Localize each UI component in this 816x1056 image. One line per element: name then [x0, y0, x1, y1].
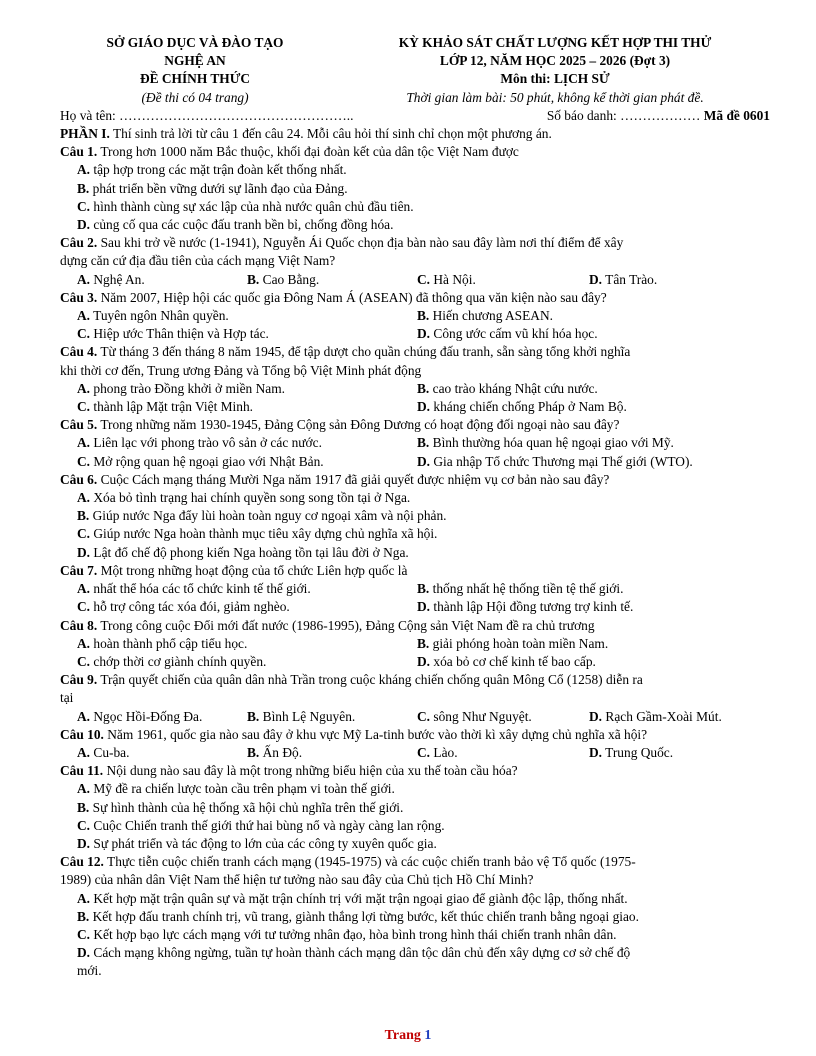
option-letter: A.: [77, 435, 91, 451]
answer-option: [77, 525, 770, 543]
answer-option: [77, 799, 770, 817]
option-row: [77, 744, 770, 762]
answer-option: [417, 398, 627, 416]
answer-option: [417, 580, 623, 598]
question: [60, 671, 770, 726]
answer-options: [60, 161, 770, 234]
part-label: PHẦN I.: [60, 126, 110, 142]
option-letter: D.: [77, 544, 91, 560]
option-text: Trung Quốc.: [605, 744, 674, 760]
question-stem: [60, 289, 770, 307]
question-list: [60, 143, 770, 980]
option-text: sông Như Nguyệt.: [433, 708, 532, 724]
option-letter: C.: [77, 926, 91, 942]
answer-option: [77, 926, 770, 944]
option-row: [77, 635, 770, 653]
option-text: Sự phát triển và tác động to lớn của các công ty xuyên quốc gia.: [93, 835, 437, 851]
page-footer: [0, 1027, 816, 1045]
option-text: tập hợp trong các mặt trận đoàn kết thống nhất.: [93, 162, 347, 178]
answer-option: [77, 890, 770, 908]
question-number: Câu 10.: [60, 726, 104, 742]
question-line: [60, 416, 770, 434]
answer-option: [77, 434, 417, 452]
question: [60, 143, 770, 234]
time-allowed: Thời gian làm bài: 50 phút, không kể thời gian phát đề.: [406, 89, 704, 105]
answer-option: [417, 325, 598, 343]
answer-options: [60, 580, 770, 616]
option-text: Xóa bỏ tình trạng hai chính quyền song song tồn tại ở Nga.: [93, 490, 411, 506]
answer-option: [417, 453, 693, 471]
option-text: Cu-ba.: [93, 744, 130, 760]
question-line: [60, 562, 770, 580]
page-count-note: (Đề thi có 04 trang): [141, 89, 249, 105]
option-text: Lào.: [433, 744, 458, 760]
question-text: Cuộc Cách mạng tháng Mười Nga năm 1917 đã giải quyết được nhiệm vụ cơ bản nào sau đây?: [97, 471, 610, 487]
answer-option: [77, 580, 417, 598]
answer-option: [589, 708, 722, 726]
question-text: Năm 2007, Hiệp hội các quốc gia Đông Nam Á (ASEAN) đã thông qua văn kiện nào sau đây?: [97, 289, 607, 305]
answer-option: [77, 817, 770, 835]
option-text: phát triển bền vững dưới sự lãnh đạo của Đảng.: [92, 180, 348, 196]
option-text: Tân Trào.: [605, 271, 658, 287]
answer-option: [417, 598, 633, 616]
question-number: Câu 12.: [60, 854, 104, 870]
answer-option: [77, 908, 770, 926]
answer-option: [77, 635, 417, 653]
option-row: [77, 708, 770, 726]
part-text: Thí sinh trả lời từ câu 1 đến câu 24. Mỗi câu hỏi thí sinh chỉ chọn một phương án.: [109, 126, 552, 142]
option-row: [77, 307, 770, 325]
option-row: [77, 325, 770, 343]
question-stem: [60, 143, 770, 161]
answer-option: [77, 161, 770, 179]
answer-option: [77, 744, 247, 762]
option-text: kháng chiến chống Pháp ở Nam Bộ.: [433, 399, 627, 415]
answer-option: [77, 380, 417, 398]
question-stem: [60, 853, 770, 889]
question-line: [60, 762, 770, 780]
question-stem: [60, 562, 770, 580]
question-line: tại: [60, 690, 74, 706]
option-letter: C.: [77, 453, 91, 469]
answer-option: [589, 744, 673, 762]
answer-option: [77, 598, 417, 616]
answer-options: [60, 780, 770, 853]
answer-option: [417, 635, 608, 653]
option-text: Cách mạng không ngừng, tuần tự hoàn thành cách mạng dân tộc dân chủ đến xây dựng cơ sở chế độ: [93, 945, 631, 961]
answer-option: [417, 307, 553, 325]
option-row: [77, 380, 770, 398]
question-line: [60, 671, 770, 689]
option-letter: C.: [77, 526, 91, 542]
answer-option: [417, 708, 589, 726]
answer-options: [60, 489, 770, 562]
option-letter: A.: [77, 635, 91, 651]
question-number: Câu 9.: [60, 672, 98, 688]
question-number: Câu 11.: [60, 763, 104, 779]
question-number: Câu 7.: [60, 562, 98, 578]
option-text: Rạch Gầm-Xoài Mút.: [605, 708, 722, 724]
question-line: [60, 234, 770, 252]
question-text: Năm 1961, quốc gia nào sau đây ở khu vực Mỹ La-tinh bước vào thời kì xây dựng chủ nghĩa xã hội?: [103, 726, 648, 742]
option-letter: D.: [77, 217, 91, 233]
header-left: [60, 34, 330, 107]
question-text: Trận quyết chiến của quân dân nhà Trần trong cuộc kháng chiến chống quân Mông Cổ (1258) diễn ra: [97, 672, 643, 688]
option-letter: B.: [417, 635, 430, 651]
option-text: giải phóng hoàn toàn miền Nam.: [432, 635, 609, 651]
answer-option: [77, 453, 417, 471]
option-letter: B.: [77, 508, 90, 524]
option-text: xóa bỏ cơ chế kinh tế bao cấp.: [433, 653, 596, 669]
option-row: [77, 434, 770, 452]
option-letter: C.: [77, 599, 91, 615]
option-text: hỗ trợ công tác xóa đói, giảm nghèo.: [93, 599, 290, 615]
question-text: Trong hơn 1000 năm Bắc thuộc, khối đại đoàn kết của dân tộc Việt Nam được: [97, 144, 519, 160]
option-letter: A.: [77, 162, 91, 178]
question-line: 1989) của nhân dân Việt Nam thể hiện tư tưởng nào sau đây của Chủ tịch Hồ Chí Minh?: [60, 872, 534, 888]
question-text: Thực tiễn cuộc chiến tranh cách mạng (1945-1975) và các cuộc chiến tranh bảo vệ Tổ quốc (1975-: [103, 854, 636, 870]
part-instructions: [60, 125, 770, 143]
option-text: Gia nhập Tổ chức Thương mại Thế giới (WTO).: [433, 453, 693, 469]
question: [60, 726, 770, 762]
option-text: thống nhất hệ thống tiền tệ thế giới.: [432, 581, 624, 597]
answer-option: [77, 708, 247, 726]
answer-options: [60, 890, 770, 981]
option-text: Nghệ An.: [93, 271, 145, 287]
answer-option: [77, 216, 770, 234]
option-text: Ấn Độ.: [262, 744, 303, 760]
answer-option: [77, 489, 770, 507]
answer-options: [60, 307, 770, 343]
question: [60, 562, 770, 617]
option-letter: D.: [77, 835, 91, 851]
question-text: Nội dung nào sau đây là một trong những biểu hiện của xu thế toàn cầu hóa?: [103, 763, 518, 779]
question-number: Câu 1.: [60, 144, 98, 160]
option-letter: B.: [417, 308, 430, 324]
answer-option: [77, 398, 417, 416]
option-letter: D.: [589, 708, 603, 724]
exam-title: KỲ KHẢO SÁT CHẤT LƯỢNG KẾT HỢP THI THỬ: [398, 35, 712, 50]
option-letter: C.: [77, 326, 91, 342]
option-text: Hiệp ước Thân thiện và Hợp tác.: [93, 326, 269, 342]
question-text: Sau khi trở về nước (1-1941), Nguyễn Ái Quốc chọn địa bàn nào sau đây làm nơi thí điểm để xây: [97, 235, 624, 251]
option-letter: A.: [77, 744, 91, 760]
answer-option: [77, 507, 770, 525]
option-text: cao trào kháng Nhật cứu nước.: [432, 380, 598, 396]
option-row: [77, 653, 770, 671]
answer-options: [60, 380, 770, 416]
answer-options: [60, 708, 770, 726]
question-line: [60, 289, 770, 307]
question: [60, 617, 770, 672]
header-right: [340, 34, 770, 107]
subject: Môn thi: LỊCH SỬ: [500, 71, 610, 87]
option-letter: B.: [417, 435, 430, 451]
candidate-name-field: Họ và tên: ……………………………………………..: [60, 107, 354, 123]
option-text: Giúp nước Nga hoàn thành mục tiêu xây dựng chủ nghĩa xã hội.: [93, 526, 438, 542]
question: [60, 471, 770, 562]
exam-header: [60, 34, 770, 107]
question: [60, 234, 770, 289]
option-letter: A.: [77, 308, 91, 324]
option-letter: A.: [77, 581, 91, 597]
option-text: Hiến chương ASEAN.: [432, 308, 553, 324]
question-stem: [60, 762, 770, 780]
option-text: Liên lạc với phong trào vô sản ở các nước.: [93, 435, 322, 451]
option-text: Hà Nội.: [433, 271, 476, 287]
answer-option: [77, 325, 417, 343]
option-letter: C.: [77, 653, 91, 669]
question-stem: [60, 343, 770, 379]
option-letter: A.: [77, 781, 91, 797]
question-number: Câu 4.: [60, 344, 98, 360]
option-text: Kết hợp bạo lực cách mạng với tư tưởng nhân đạo, hòa bình trong hình thái chiến tranh nhân dân.: [93, 926, 617, 942]
question: [60, 853, 770, 980]
answer-option: [247, 271, 417, 289]
answer-option: [77, 835, 770, 853]
option-letter: B.: [77, 799, 90, 815]
answer-option: [77, 180, 770, 198]
option-text: Cao Bằng.: [262, 271, 320, 287]
question-stem: [60, 671, 770, 707]
exam-code: Mã đề 0601: [703, 107, 770, 123]
option-text: thành lập Mặt trận Việt Minh.: [93, 399, 253, 415]
option-text: Mở rộng quan hệ ngoại giao với Nhật Bản.: [93, 453, 324, 469]
option-row: [77, 598, 770, 616]
option-text: Sự hình thành của hệ thống xã hội chủ nghĩa trên thế giới.: [92, 799, 404, 815]
option-letter: B.: [247, 744, 260, 760]
option-text: phong trào Đồng khởi ở miền Nam.: [93, 380, 285, 396]
answer-option: [417, 434, 674, 452]
official-exam-label: ĐỀ CHÍNH THỨC: [139, 71, 251, 87]
question-number: Câu 2.: [60, 235, 98, 251]
province-name: NGHỆ AN: [164, 53, 226, 69]
option-letter: D.: [417, 326, 431, 342]
option-text: Cuộc Chiến tranh thế giới thứ hai bùng nổ và ngày càng lan rộng.: [93, 817, 445, 833]
answer-options: [60, 271, 770, 289]
answer-option: [77, 944, 770, 980]
answer-option: [247, 744, 417, 762]
question-number: Câu 5.: [60, 417, 98, 433]
question: [60, 762, 770, 853]
option-letter: B.: [417, 380, 430, 396]
question: [60, 416, 770, 471]
option-letter: D.: [589, 744, 603, 760]
question: [60, 289, 770, 344]
answer-option: [77, 198, 770, 216]
option-letter: C.: [417, 271, 431, 287]
option-text: hình thành cùng sự xác lập của nhà nước quân chủ đầu tiên.: [93, 198, 414, 214]
option-letter: D.: [417, 653, 431, 669]
answer-options: [60, 744, 770, 762]
option-text-continued: mới.: [77, 963, 102, 979]
option-letter: B.: [77, 908, 90, 924]
option-letter: C.: [417, 708, 431, 724]
question-line: [60, 726, 770, 744]
option-text: thành lập Hội đồng tương trợ kinh tế.: [433, 599, 634, 615]
candidate-id-field: Số báo danh: ………………: [546, 107, 701, 123]
option-text: củng cố qua các cuộc đấu tranh bền bỉ, chống đồng hóa.: [93, 217, 394, 233]
answer-option: [417, 380, 598, 398]
answer-option: [77, 544, 770, 562]
option-letter: C.: [77, 817, 91, 833]
option-text: Giúp nước Nga đẩy lùi hoàn toàn nguy cơ ngoại xâm và nội phản.: [92, 508, 447, 524]
option-row: [77, 580, 770, 598]
option-row: [77, 398, 770, 416]
question-line: [60, 471, 770, 489]
option-letter: D.: [417, 399, 431, 415]
question-number: Câu 6.: [60, 471, 98, 487]
question-line: khi thời cơ đến, Trung ương Đảng và Tổng bộ Việt Minh phát động: [60, 362, 422, 378]
option-text: Công ước cấm vũ khí hóa học.: [433, 326, 598, 342]
option-letter: B.: [417, 581, 430, 597]
question-stem: [60, 471, 770, 489]
answer-option: [77, 653, 417, 671]
question-line: [60, 143, 770, 161]
answer-option: [77, 780, 770, 798]
question: [60, 343, 770, 416]
option-text: nhất thể hóa các tổ chức kinh tế thế giới.: [93, 581, 311, 597]
question-stem: [60, 726, 770, 744]
option-text: Mỹ đề ra chiến lược toàn cầu trên phạm vi toàn thế giới.: [93, 781, 395, 797]
answer-options: [60, 434, 770, 470]
page-number: 1: [424, 1028, 432, 1043]
option-letter: D.: [77, 945, 91, 961]
option-letter: A.: [77, 708, 91, 724]
answer-options: [60, 635, 770, 671]
option-text: chớp thời cơ giành chính quyền.: [93, 653, 267, 669]
option-row: [77, 271, 770, 289]
question-stem: [60, 416, 770, 434]
page-label: Trang: [384, 1028, 421, 1043]
option-row: [77, 453, 770, 471]
grade-year: LỚP 12, NĂM HỌC 2025 – 2026 (Đợt 3): [439, 53, 671, 69]
answer-option: [77, 307, 417, 325]
question-number: Câu 8.: [60, 617, 98, 633]
option-text: Bình thường hóa quan hệ ngoại giao với Mỹ.: [432, 435, 674, 451]
option-letter: C.: [417, 744, 431, 760]
option-letter: D.: [417, 599, 431, 615]
option-text: Tuyên ngôn Nhân quyền.: [93, 308, 229, 324]
question-text: Một trong những hoạt động của tổ chức Liên hợp quốc là: [97, 562, 408, 578]
option-text: hoàn thành phổ cập tiểu học.: [93, 635, 248, 651]
option-letter: A.: [77, 271, 91, 287]
question-line: [60, 853, 770, 871]
option-letter: B.: [77, 180, 90, 196]
candidate-info: [60, 107, 770, 125]
exam-page: [60, 34, 770, 981]
option-text: Kết hợp mặt trận quân sự và mặt trận chính trị với mặt trận ngoại giao để giành độc lập, thống nhất.: [93, 890, 628, 906]
question-line: [60, 617, 770, 635]
option-letter: A.: [77, 490, 91, 506]
option-text: Bình Lệ Nguyên.: [262, 708, 356, 724]
option-letter: B.: [247, 271, 260, 287]
option-letter: C.: [77, 399, 91, 415]
question-line: dựng căn cứ địa đầu tiên của cách mạng Việt Nam?: [60, 253, 336, 269]
option-text: Lật đổ chế độ phong kiến Nga hoàng tồn tại lâu đời ở Nga.: [93, 544, 409, 560]
option-letter: B.: [247, 708, 260, 724]
question-stem: [60, 234, 770, 270]
answer-option: [77, 271, 247, 289]
question-text: Từ tháng 3 đến tháng 8 năm 1945, để tập dượt cho quần chúng đấu tranh, sẵn sàng tổng khởi nghĩa: [97, 344, 631, 360]
question-number: Câu 3.: [60, 289, 98, 305]
answer-option: [589, 271, 657, 289]
question-stem: [60, 617, 770, 635]
answer-option: [417, 271, 589, 289]
department-name: SỞ GIÁO DỤC VÀ ĐÀO TẠO: [106, 35, 284, 50]
option-text: Kết hợp đấu tranh chính trị, vũ trang, giành thắng lợi từng bước, kết thúc chiến tranh bằng ngoại giao.: [92, 908, 639, 924]
option-letter: D.: [417, 453, 431, 469]
option-letter: A.: [77, 890, 91, 906]
option-letter: A.: [77, 380, 91, 396]
answer-option: [247, 708, 417, 726]
question-line: [60, 343, 770, 361]
answer-option: [417, 653, 596, 671]
option-letter: D.: [589, 271, 603, 287]
option-letter: C.: [77, 198, 91, 214]
question-text: Trong những năm 1930-1945, Đảng Cộng sản Đông Dương có hoạt động đối ngoại nào sau đây?: [97, 417, 620, 433]
answer-option: [417, 744, 589, 762]
option-text: Ngọc Hồi-Đống Đa.: [93, 708, 203, 724]
question-text: Trong công cuộc Đổi mới đất nước (1986-1995), Đảng Cộng sản Việt Nam đề ra chủ trương: [97, 617, 595, 633]
